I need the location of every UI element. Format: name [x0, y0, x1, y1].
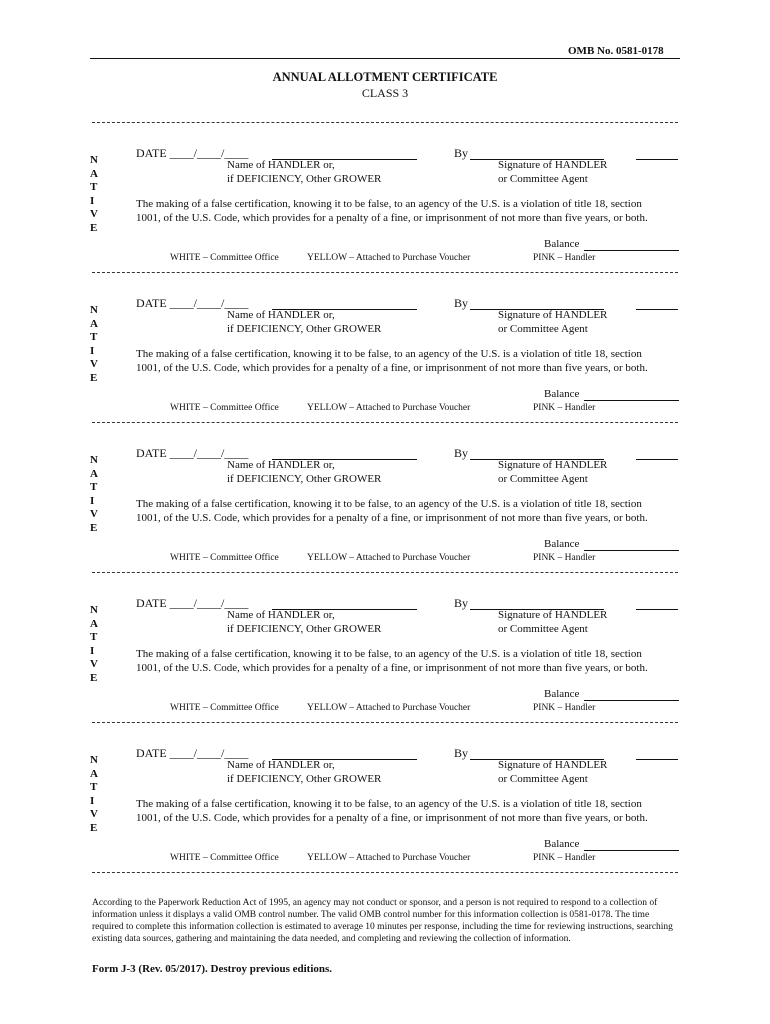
copy-white: WHITE – Committee Office	[170, 403, 279, 413]
by-label: By	[454, 146, 469, 160]
copy-yellow: YELLOW – Attached to Purchase Voucher	[307, 553, 471, 563]
date-field[interactable]: DATE ____/____/____	[136, 446, 249, 460]
copy-white: WHITE – Committee Office	[170, 253, 279, 263]
by-label: By	[454, 596, 469, 610]
balance-label: Balance	[544, 838, 580, 850]
certification-statement: The making of a false certification, knowing it to be false, to an agency of the U.S. is a violation of title 18, section 1001, of the U.S. Code, which provides for a penalty of a fine, or imprisonment of not more than five years, or both.	[136, 198, 648, 224]
certificate-section	[0, 746, 770, 896]
by-label: By	[454, 746, 469, 760]
copy-pink: PINK – Handler	[533, 553, 596, 563]
signature-label: Signature of HANDLER or Committee Agent	[498, 159, 608, 185]
native-letter: T	[90, 331, 98, 343]
date-field[interactable]: DATE ____/____/____	[136, 146, 249, 160]
amount-field[interactable]	[636, 159, 678, 160]
native-letter: N	[90, 304, 98, 316]
balance-label: Balance	[544, 388, 580, 400]
copy-yellow: YELLOW – Attached to Purchase Voucher	[307, 703, 471, 713]
native-letter: E	[90, 821, 98, 834]
copy-white: WHITE – Committee Office	[170, 853, 279, 863]
native-letter: I	[90, 344, 95, 357]
paperwork-notice: According to the Paperwork Reduction Act of 1995, an agency may not conduct or sponsor, and a person is not required to respond to a collection of information unless it displays a valid OMB control number. The valid OMB control number for this information collection is 0581-0178. The time required to complete this information collection is estimated to average 10 minutes per response, including the time for reviewing instructions, searching existing data sources, gathering and maintaining the data needed, and completing and reviewing the collection of information.	[92, 898, 673, 944]
signature-label: Signature of HANDLER or Committee Agent	[498, 759, 608, 785]
native-letter: T	[90, 781, 98, 793]
date-field[interactable]: DATE ____/____/____	[136, 296, 249, 310]
amount-field[interactable]	[636, 759, 678, 760]
certificate-section	[0, 146, 770, 296]
native-letter: V	[90, 658, 98, 670]
certification-statement: The making of a false certification, knowing it to be false, to an agency of the U.S. is a violation of title 18, section 1001, of the U.S. Code, which provides for a penalty of a fine, or imprisonment of not more than five years, or both.	[136, 798, 648, 824]
native-letter: V	[90, 208, 98, 220]
signature-label: Signature of HANDLER or Committee Agent	[498, 609, 608, 635]
copy-pink: PINK – Handler	[533, 253, 596, 263]
form-identifier: Form J-3 (Rev. 05/2017). Destroy previous editions.	[92, 963, 333, 975]
certificate-section	[0, 296, 770, 446]
balance-label: Balance	[544, 238, 580, 250]
native-letter: T	[90, 631, 98, 643]
amount-field[interactable]	[636, 309, 678, 310]
handler-name-label: Name of HANDLER or, if DEFICIENCY, Other GROWER	[227, 459, 382, 485]
native-label	[90, 604, 98, 685]
native-letter: V	[90, 358, 98, 370]
native-letter: N	[90, 454, 98, 466]
balance-label: Balance	[544, 538, 580, 550]
native-label	[90, 304, 98, 385]
balance-field[interactable]	[584, 250, 679, 251]
section-divider	[92, 572, 678, 573]
signature-label: Signature of HANDLER or Committee Agent	[498, 459, 608, 485]
omb-number: OMB No. 0581-0178	[568, 45, 664, 57]
balance-field[interactable]	[584, 700, 679, 701]
by-label: By	[454, 446, 469, 460]
native-letter: I	[90, 494, 95, 507]
section-divider	[92, 872, 678, 873]
native-letter: E	[90, 671, 98, 684]
copy-pink: PINK – Handler	[533, 403, 596, 413]
native-letter: N	[90, 604, 98, 616]
amount-field[interactable]	[636, 459, 678, 460]
native-label	[90, 454, 98, 535]
handler-name-label: Name of HANDLER or, if DEFICIENCY, Other GROWER	[227, 159, 382, 185]
handler-name-label: Name of HANDLER or, if DEFICIENCY, Other GROWER	[227, 609, 382, 635]
native-label	[90, 754, 98, 835]
handler-name-label: Name of HANDLER or, if DEFICIENCY, Other GROWER	[227, 309, 382, 335]
amount-field[interactable]	[636, 609, 678, 610]
native-letter: N	[90, 154, 98, 166]
native-letter: T	[90, 181, 98, 193]
copy-white: WHITE – Committee Office	[170, 553, 279, 563]
section-divider	[92, 422, 678, 423]
native-letter: I	[90, 644, 95, 657]
copy-pink: PINK – Handler	[533, 853, 596, 863]
header-rule	[90, 58, 680, 59]
section-divider	[92, 122, 678, 123]
section-divider	[92, 272, 678, 273]
certification-statement: The making of a false certification, knowing it to be false, to an agency of the U.S. is a violation of title 18, section 1001, of the U.S. Code, which provides for a penalty of a fine, or imprisonment of not more than five years, or both.	[136, 498, 648, 524]
handler-name-label: Name of HANDLER or, if DEFICIENCY, Other GROWER	[227, 759, 382, 785]
date-field[interactable]: DATE ____/____/____	[136, 746, 249, 760]
balance-field[interactable]	[584, 550, 679, 551]
copy-white: WHITE – Committee Office	[170, 703, 279, 713]
native-letter: V	[90, 508, 98, 520]
native-letter: E	[90, 521, 98, 534]
section-divider	[92, 722, 678, 723]
native-letter: A	[90, 317, 98, 330]
native-letter: A	[90, 167, 98, 180]
certification-statement: The making of a false certification, knowing it to be false, to an agency of the U.S. is a violation of title 18, section 1001, of the U.S. Code, which provides for a penalty of a fine, or imprisonment of not more than five years, or both.	[136, 648, 648, 674]
native-letter: N	[90, 754, 98, 766]
copy-pink: PINK – Handler	[533, 703, 596, 713]
copy-yellow: YELLOW – Attached to Purchase Voucher	[307, 403, 471, 413]
balance-label: Balance	[544, 688, 580, 700]
native-letter: E	[90, 371, 98, 384]
native-letter: T	[90, 481, 98, 493]
native-letter: A	[90, 617, 98, 630]
certification-statement: The making of a false certification, knowing it to be false, to an agency of the U.S. is a violation of title 18, section 1001, of the U.S. Code, which provides for a penalty of a fine, or imprisonment of not more than five years, or both.	[136, 348, 648, 374]
native-letter: I	[90, 794, 95, 807]
balance-field[interactable]	[584, 850, 679, 851]
balance-field[interactable]	[584, 400, 679, 401]
date-field[interactable]: DATE ____/____/____	[136, 596, 249, 610]
by-label: By	[454, 296, 469, 310]
certificate-section	[0, 446, 770, 596]
native-letter: E	[90, 221, 98, 234]
native-letter: A	[90, 767, 98, 780]
copy-yellow: YELLOW – Attached to Purchase Voucher	[307, 853, 471, 863]
form-subtitle: CLASS 3	[361, 86, 409, 100]
form-title: ANNUAL ALLOTMENT CERTIFICATE	[272, 70, 498, 84]
native-letter: A	[90, 467, 98, 480]
signature-label: Signature of HANDLER or Committee Agent	[498, 309, 608, 335]
native-letter: V	[90, 808, 98, 820]
certificate-section	[0, 596, 770, 746]
native-letter: I	[90, 194, 95, 207]
native-label	[90, 154, 98, 235]
copy-yellow: YELLOW – Attached to Purchase Voucher	[307, 253, 471, 263]
